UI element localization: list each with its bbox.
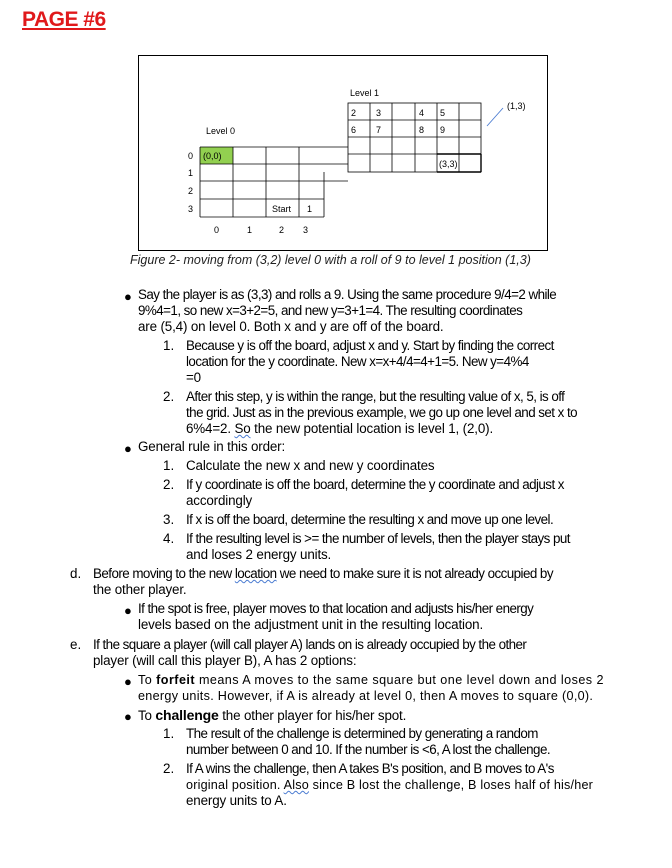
text-line: =0 xyxy=(186,370,201,385)
text-span: the other player for his/her spot. xyxy=(218,708,407,723)
text-line: If x is off the board, determine the resulting x and move up one level. xyxy=(186,512,554,527)
list-number: 2. xyxy=(163,761,175,776)
row-label: 3 xyxy=(188,204,194,214)
text-line: If the resulting level is >= the number of levels, then the player stays put xyxy=(186,531,570,546)
text-line: Say the player is as (3,3) and rolls a 9. Using the same procedure 9/4=2 while xyxy=(138,287,557,302)
list-number: 2. xyxy=(163,389,175,404)
text-line xyxy=(93,566,553,582)
l1-cell: 4 xyxy=(419,108,425,118)
level1-label: Level 1 xyxy=(350,88,380,98)
level0-start-text: Start xyxy=(272,204,292,214)
text-line xyxy=(138,707,406,724)
l1-cell: 5 xyxy=(440,108,446,118)
list-number: 4. xyxy=(163,531,175,546)
row-label: 0 xyxy=(188,151,194,161)
list-number: 3. xyxy=(163,512,175,527)
l1-cell: 9 xyxy=(440,125,446,135)
text-span: Before moving to the new xyxy=(93,566,235,581)
text-line: and loses 2 energy units. xyxy=(186,547,332,562)
l1-cell-33: (3,3) xyxy=(439,159,458,169)
text-span: forfeit xyxy=(156,673,195,687)
col-label: 3 xyxy=(303,225,309,235)
col-label: 1 xyxy=(247,225,253,235)
level1-grid xyxy=(348,103,481,172)
text-span: original position. xyxy=(186,778,284,792)
list-number: 1. xyxy=(163,458,175,473)
text-line: location for the y coordinate. New x=x+4/4=4+1=5. New y=4%4 xyxy=(186,354,529,369)
text-span: To xyxy=(138,673,157,687)
text-line xyxy=(186,421,493,437)
text-span: location xyxy=(234,566,277,581)
text-line: levels based on the adjustment unit in the resulting location. xyxy=(138,617,484,632)
text-line: the other player. xyxy=(93,582,187,597)
text-line: energy units to A. xyxy=(186,793,287,808)
level1-numbers xyxy=(351,108,458,169)
text-span: means A moves to the same square but one level down and loses 2 xyxy=(195,673,604,687)
pointer-label: (1,3) xyxy=(507,101,526,111)
figure-caption: Figure 2- moving from (3,2) level 0 with a roll of 9 to level 1 position (1,3) xyxy=(130,253,531,267)
col-label: 2 xyxy=(279,225,285,235)
bullet-icon: ● xyxy=(124,289,132,304)
level0-start-num: 1 xyxy=(307,204,313,214)
text-span: 6%4=2. xyxy=(186,421,235,436)
l1-cell: 3 xyxy=(376,108,382,118)
col-label: 0 xyxy=(214,225,220,235)
l1-cell: 8 xyxy=(419,125,425,135)
text-line: energy units. However, if A is already at level 0, then A moves to square (0,0). xyxy=(138,689,594,703)
text-line: After this step, y is within the range, but the resulting value of x, 5, is off xyxy=(186,389,565,404)
list-letter: e. xyxy=(70,637,82,652)
text-span: Also xyxy=(283,778,309,792)
text-line: number between 0 and 10. If the number is <6, A lost the challenge. xyxy=(186,742,551,757)
pointer-line xyxy=(487,108,503,126)
row-label: 2 xyxy=(188,186,194,196)
page-title: PAGE #6 xyxy=(22,8,106,31)
text-span: challenge xyxy=(155,707,219,723)
text-line: The result of the challenge is determined by generating a random xyxy=(186,726,538,741)
text-line xyxy=(138,672,604,688)
text-span: the new potential location is level 1, (2,0). xyxy=(250,421,494,436)
text-span: since B lost the challenge, B loses half of his/her xyxy=(308,778,594,792)
text-line: Because y is off the board, adjust x and y. Start by finding the correct xyxy=(186,338,554,353)
l1-cell: 6 xyxy=(351,125,357,135)
level0-label: Level 0 xyxy=(206,126,236,136)
text-line: 9%4=1, so new x=3+2=5, and new y=3+1=4. The resulting coordinates xyxy=(138,303,523,318)
figure-diagram xyxy=(139,56,549,252)
text-line: Calculate the new x and new y coordinates xyxy=(186,458,435,473)
l1-cell: 7 xyxy=(376,125,382,135)
list-letter: d. xyxy=(70,566,82,581)
text-line: If the square a player (will call player A) lands on is already occupied by the other xyxy=(93,637,527,652)
text-line: player (will call this player B), A has 2 options: xyxy=(93,653,357,668)
text-line xyxy=(186,777,593,793)
col-labels xyxy=(214,225,308,235)
level0-cell-00: (0,0) xyxy=(203,151,222,161)
row-label: 1 xyxy=(188,168,194,178)
list-number: 2. xyxy=(163,477,175,492)
bullet-icon: ● xyxy=(124,441,132,456)
bullet-icon: ● xyxy=(124,603,132,618)
list-number: 1. xyxy=(163,338,175,353)
text-span: To xyxy=(138,708,156,723)
figure xyxy=(138,55,548,251)
text-line: accordingly xyxy=(186,493,253,508)
text-line: General rule in this order: xyxy=(138,439,286,454)
text-span: So xyxy=(234,421,251,436)
list-number: 1. xyxy=(163,726,175,741)
l1-cell: 2 xyxy=(351,108,357,118)
row-labels xyxy=(188,151,193,214)
text-line: If y coordinate is off the board, determine the y coordinate and adjust x xyxy=(186,477,564,492)
text-line: If A wins the challenge, then A takes B's position, and B moves to A's xyxy=(186,761,554,776)
text-line: are (5,4) on level 0. Both x and y are off of the board. xyxy=(138,319,444,334)
text-span: we need to make sure it is not already occupied by xyxy=(276,566,553,581)
text-line: If the spot is free, player moves to that location and adjusts his/her energy xyxy=(138,601,534,616)
bullet-icon: ● xyxy=(124,709,132,724)
text-line: the grid. Just as in the previous example, we go up one level and set x to xyxy=(186,405,578,420)
bullet-icon: ● xyxy=(124,674,132,689)
